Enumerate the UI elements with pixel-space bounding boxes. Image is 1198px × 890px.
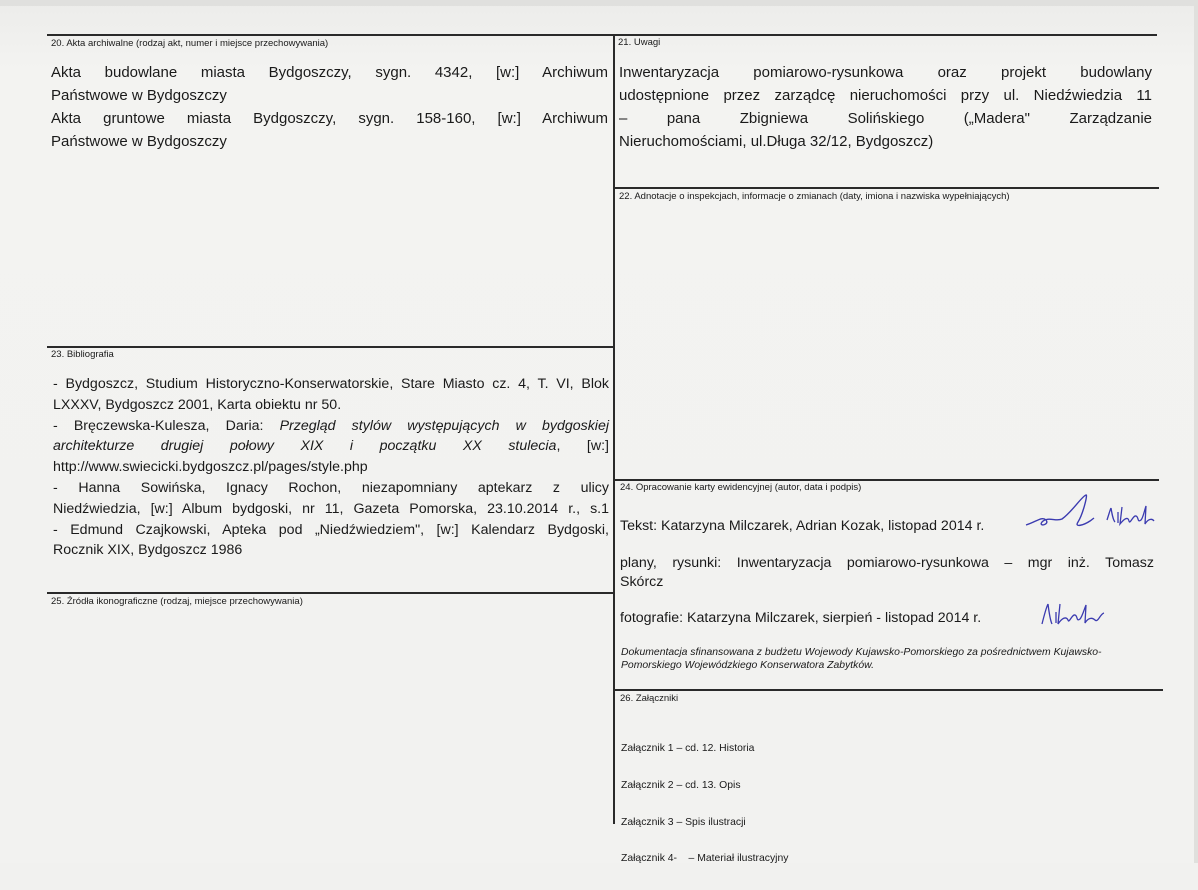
scan-top-edge <box>0 0 1198 6</box>
bib-line: - Hanna Sowińska, Ignacy Rochon, niezapomniany aptekarz z ulicy <box>53 479 609 496</box>
divider-22 <box>613 187 1159 189</box>
top-border <box>47 34 1157 36</box>
divider-26 <box>613 689 1163 691</box>
scan-right-edge <box>1194 0 1198 863</box>
remarks-line-3: – pana Zbigniewa Solińskiego („Madera" Zarządzanie <box>619 110 1152 127</box>
section-22-header: 22. Adnotacje o inspekcjach, informacje o zmianach (daty, imiona i nazwiska wypełniających) <box>619 191 1010 202</box>
remarks-line-1: Inwentaryzacja pomiarowo-rysunkowa oraz projekt budowlany <box>619 64 1152 81</box>
plans-authors: plany, rysunki: Inwentaryzacja pomiarowo-rysunkowa – mgr inż. Tomasz Skórcz <box>620 555 1154 590</box>
section-25-header: 25. Źródła ikonograficzne (rodzaj, miejsce przechowywania) <box>51 596 303 607</box>
section-21-body <box>619 61 1152 153</box>
archive-line-2: Państwowe w Bydgoszczy <box>51 87 227 104</box>
attachment-item: Załącznik 3 – Spis ilustracji <box>621 816 746 828</box>
section-23-header: 23. Bibliografia <box>51 349 114 360</box>
section-20-header: 20. Akta archiwalne (rodzaj akt, numer i miejsce przechowywania) <box>51 38 329 49</box>
text-authors: Tekst: Katarzyna Milczarek, Adrian Kozak, listopad 2014 r. <box>620 518 985 534</box>
bib-line: - Bydgoszcz, Studium Historyczno-Konserwatorskie, Stare Miasto cz. 4, T. VI, Blok <box>53 376 609 392</box>
attachments-list <box>621 719 788 890</box>
photos-authors: fotografie: Katarzyna Milczarek, sierpień - listopad 2014 r. <box>620 610 982 626</box>
bib-line: - Edmund Czajkowski, Apteka pod „Niedźwiedziem", [w:] Kalendarz Bydgoski, <box>53 521 609 538</box>
center-divider <box>613 34 615 824</box>
bib-line: architekturze drugiej połowy XIX i początku XX stulecia, [w:] <box>53 438 609 455</box>
archive-line-3: Akta gruntowe miasta Bydgoszczy, sygn. 158-160, [w:] Archiwum <box>51 110 608 127</box>
archive-line-1: Akta budowlane miasta Bydgoszczy, sygn. 4342, [w:] Archiwum <box>51 64 608 81</box>
signature-photos-author <box>1038 598 1128 630</box>
remarks-line-2: udostępnione przez zarządcę nieruchomości przy ul. Niedźwiedzia 11 <box>619 87 1152 104</box>
section-20-body <box>51 61 608 153</box>
section-24-header: 24. Opracowanie karty ewidencyjnej (autor, data i podpis) <box>620 482 862 493</box>
attachment-item: Załącznik 1 – cd. 12. Historia <box>621 743 755 755</box>
remarks-line-4: Nieruchomościami, ul.Długa 32/12, Bydgoszcz) <box>619 133 934 150</box>
funding-note: Dokumentacja sfinansowana z budżetu Wojewody Kujawsko-Pomorskiego za pośrednictwem Kujawsko- Pomorskiego Wojewódzkiego Konserwatora Zabytków. <box>621 647 1102 671</box>
archive-line-4: Państwowe w Bydgoszczy <box>51 133 227 150</box>
divider-25 <box>47 592 613 594</box>
divider-23 <box>47 346 613 348</box>
signature-text-authors <box>1012 492 1162 540</box>
divider-24 <box>613 479 1159 481</box>
bib-line: Niedźwiedzia, [w:] Album bydgoski, nr 11, Gazeta Pomorska, 23.10.2014 r., s.1 <box>53 500 609 517</box>
attachment-item: Załącznik 4- – Materiał ilustracyjny <box>621 853 789 865</box>
bib-line: LXXXV, Bydgoszcz 2001, Karta obiektu nr 50. <box>53 396 342 413</box>
section-26-header: 26. Załączniki <box>620 693 679 704</box>
bibliography-list <box>53 374 609 561</box>
bib-line: - Bręczewska-Kulesza, Daria: Przegląd stylów występujących w bydgoskiej <box>53 417 609 434</box>
attachment-item: Załącznik 2 – cd. 13. Opis <box>621 780 741 792</box>
section-21-header: 21. Uwagi <box>618 37 661 48</box>
bib-line: Rocznik XIX, Bydgoszcz 1986 <box>53 542 243 559</box>
bib-url: http://www.swiecicki.bydgoszcz.pl/pages/style.php <box>53 459 368 476</box>
